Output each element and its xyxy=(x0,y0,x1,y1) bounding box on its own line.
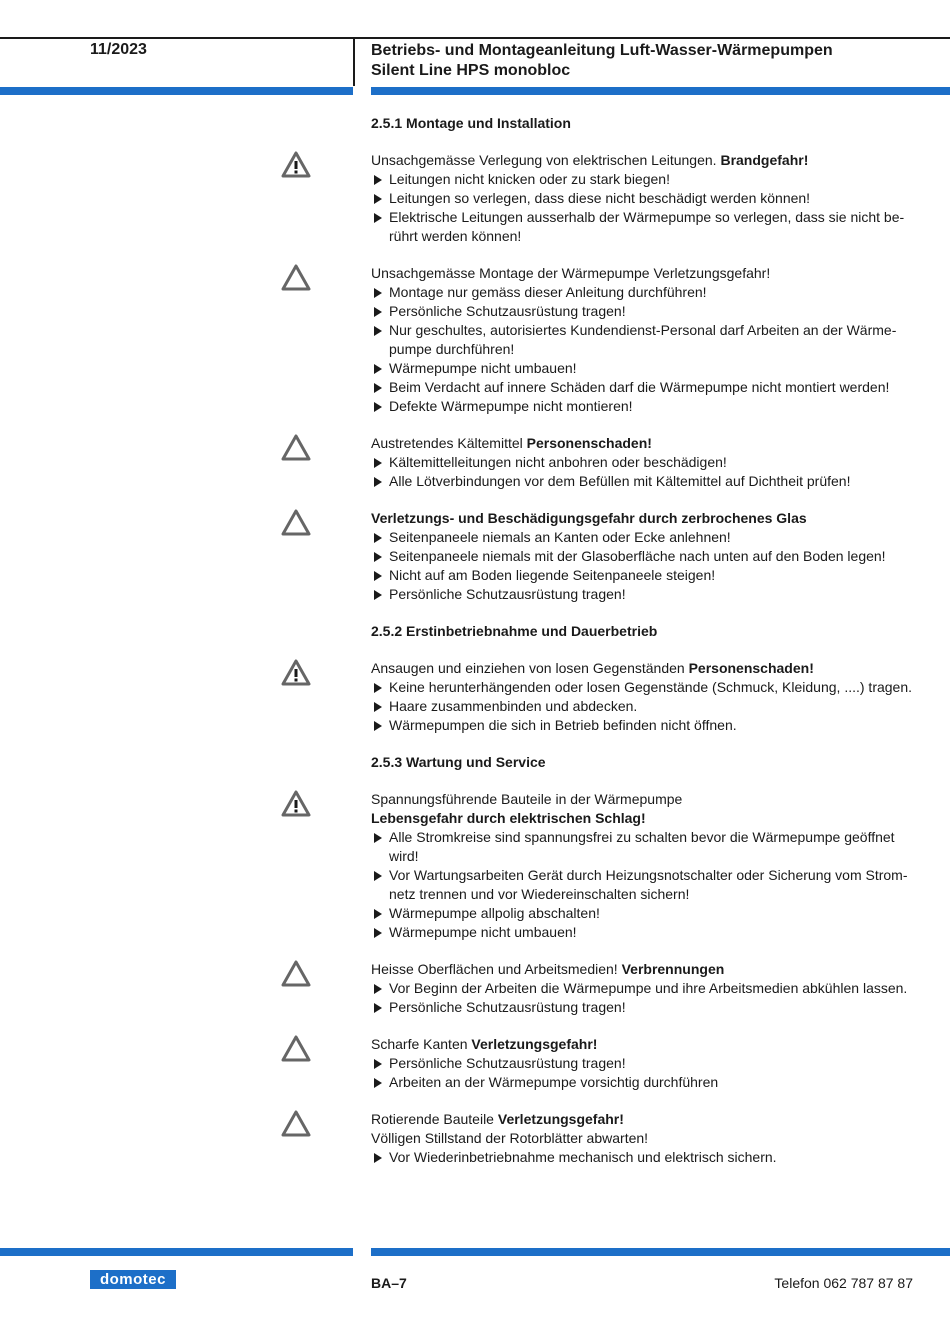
warning-text: Unsachgemässe Montage der Wärmepumpe Verletzungsgefahr! xyxy=(371,265,771,281)
instruction-list xyxy=(371,528,916,604)
title-line-2: Silent Line HPS monobloc xyxy=(371,62,571,79)
instruction-item: Haare zusammenbinden und abdecken. xyxy=(371,697,916,716)
title-line-1: Betriebs- und Montageanleitung Luft-Wasser-Wärmepumpen xyxy=(371,42,833,59)
instruction-list xyxy=(371,1054,916,1092)
warning-heading xyxy=(371,434,916,453)
instruction-list xyxy=(371,678,916,735)
instruction-list xyxy=(371,1148,916,1167)
warning-hazard: Verbrennungen xyxy=(621,961,725,977)
instruction-item: Persönliche Schutzausrüstung tragen! xyxy=(371,585,916,604)
warning-block xyxy=(371,264,916,416)
warning-heading xyxy=(371,151,916,170)
instruction-item: Wärmepumpe allpolig abschalten! xyxy=(371,904,916,923)
warning-text: Völligen Stillstand der Rotorblätter abwarten! xyxy=(371,1130,649,1146)
warning-text: Heisse Oberflächen und Arbeitsmedien! xyxy=(371,961,622,977)
instruction-item: Keine herunterhängenden oder losen Gegenstände (Schmuck, Kleidung, ....) tragen. xyxy=(371,678,916,697)
warning-block xyxy=(371,434,916,491)
warning-block xyxy=(371,151,916,246)
instruction-list xyxy=(371,283,916,416)
warning-heading xyxy=(371,264,916,283)
instruction-item: Alle Lötverbindungen vor dem Befüllen mit Kältemittel auf Dichtheit prüfen! xyxy=(371,472,916,491)
warning-hazard: Lebensgefahr durch elektrischen Schlag! xyxy=(371,810,646,826)
instruction-item: Nur geschultes, autorisiertes Kundendienst-Personal darf Arbeiten an der Wärme-pumpe durchführen! xyxy=(371,321,916,359)
warning-triangle-icon xyxy=(281,960,311,988)
warning-text: Austretendes Kältemittel xyxy=(371,435,527,451)
instruction-item: Kältemittelleitungen nicht anbohren oder beschädigen! xyxy=(371,453,916,472)
instruction-item: Persönliche Schutzausrüstung tragen! xyxy=(371,998,916,1017)
warning-text: Scharfe Kanten xyxy=(371,1036,472,1052)
instruction-item: Wärmepumpe nicht umbauen! xyxy=(371,923,916,942)
instruction-list xyxy=(371,170,916,246)
warning-heading xyxy=(371,809,916,828)
document-date: 11/2023 xyxy=(90,41,147,58)
instruction-item: Leitungen so verlegen, dass diese nicht beschädigt werden können! xyxy=(371,189,916,208)
warning-heading xyxy=(371,1035,916,1054)
instruction-item: Arbeiten an der Wärmepumpe vorsichtig durchführen xyxy=(371,1073,916,1092)
warning-hazard: Brandgefahr! xyxy=(720,152,809,168)
instruction-item: Wärmepumpe nicht umbauen! xyxy=(371,359,916,378)
section-title: 2.5.2 Erstinbetriebnahme und Dauerbetrieb xyxy=(371,623,658,639)
warning-triangle-icon xyxy=(281,264,311,292)
header-bar-left xyxy=(0,87,353,95)
warning-triangle-icon xyxy=(281,434,311,462)
warning-block xyxy=(371,659,916,735)
warning-triangle-icon xyxy=(281,509,311,537)
warning-triangle-icon xyxy=(281,1035,311,1063)
warning-heading xyxy=(371,509,916,528)
instruction-item: Elektrische Leitungen ausserhalb der Wärmepumpe so verlegen, dass sie nicht be-rührt werden können! xyxy=(371,208,916,246)
instruction-item: Seitenpaneele niemals mit der Glasoberfläche nach unten auf den Boden legen! xyxy=(371,547,916,566)
phone-number: Telefon 062 787 87 87 xyxy=(774,1275,913,1291)
warning-hazard: Personenschaden! xyxy=(688,660,814,676)
instruction-item: Persönliche Schutzausrüstung tragen! xyxy=(371,1054,916,1073)
domotec-logo: domotec xyxy=(90,1270,176,1289)
instruction-item: Seitenpaneele niemals an Kanten oder Ecke anlehnen! xyxy=(371,528,916,547)
instruction-item: Defekte Wärmepumpe nicht montieren! xyxy=(371,397,916,416)
instruction-item: Leitungen nicht knicken oder zu stark biegen! xyxy=(371,170,916,189)
warning-block xyxy=(371,960,916,1017)
instruction-list xyxy=(371,828,916,942)
main-content xyxy=(371,114,916,1185)
instruction-item: Vor Wartungsarbeiten Gerät durch Heizungsnotschalter oder Sicherung vom Strom-netz trennen und vor Wiedereinschalten sichern! xyxy=(371,866,916,904)
instruction-list xyxy=(371,979,916,1017)
warning-block xyxy=(371,1035,916,1092)
section-title: 2.5.1 Montage und Installation xyxy=(371,115,571,131)
warning-text: Unsachgemässe Verlegung von elektrischen Leitungen. xyxy=(371,152,721,168)
instruction-item: Persönliche Schutzausrüstung tragen! xyxy=(371,302,916,321)
warning-heading xyxy=(371,960,916,979)
warning-exclamation-icon xyxy=(281,790,311,818)
warning-text: Ansaugen und einziehen von losen Gegenständen xyxy=(371,660,689,676)
header-bar-right xyxy=(371,87,950,95)
warning-exclamation-icon xyxy=(281,151,311,179)
warning-hazard: Verletzungsgefahr! xyxy=(497,1111,624,1127)
warning-block xyxy=(371,1110,916,1167)
instruction-item: Vor Beginn der Arbeiten die Wärmepumpe und ihre Arbeitsmedien abkühlen lassen. xyxy=(371,979,916,998)
instruction-item: Vor Wiederinbetriebnahme mechanisch und elektrisch sichern. xyxy=(371,1148,916,1167)
instruction-item: Beim Verdacht auf innere Schäden darf die Wärmepumpe nicht montiert werden! xyxy=(371,378,916,397)
warning-block xyxy=(371,509,916,604)
header-divider xyxy=(353,39,355,86)
footer-bar-right xyxy=(371,1248,950,1256)
warning-triangle-icon xyxy=(281,1110,311,1138)
warning-block xyxy=(371,790,916,942)
section-title: 2.5.3 Wartung und Service xyxy=(371,754,546,770)
page-number: BA–7 xyxy=(371,1275,407,1291)
instruction-item: Nicht auf am Boden liegende Seitenpaneele steigen! xyxy=(371,566,916,585)
warning-hazard: Verletzungs- und Beschädigungsgefahr durch zerbrochenes Glas xyxy=(371,510,807,526)
warning-text: Rotierende Bauteile xyxy=(371,1111,498,1127)
warning-heading xyxy=(371,1110,916,1129)
warning-exclamation-icon xyxy=(281,659,311,687)
warning-hazard: Personenschaden! xyxy=(526,435,652,451)
footer-bar-left xyxy=(0,1248,353,1256)
warning-text: Spannungsführende Bauteile in der Wärmepumpe xyxy=(371,791,683,807)
warning-heading xyxy=(371,659,916,678)
document-title xyxy=(371,41,833,81)
instruction-item: Montage nur gemäss dieser Anleitung durchführen! xyxy=(371,283,916,302)
warning-heading xyxy=(371,1129,916,1148)
warning-heading xyxy=(371,790,916,809)
header-rule xyxy=(0,37,950,39)
instruction-item: Wärmepumpen die sich in Betrieb befinden nicht öffnen. xyxy=(371,716,916,735)
warning-hazard: Verletzungsgefahr! xyxy=(471,1036,598,1052)
instruction-list xyxy=(371,453,916,491)
instruction-item: Alle Stromkreise sind spannungsfrei zu schalten bevor die Wärmepumpe geöffnet wird! xyxy=(371,828,916,866)
